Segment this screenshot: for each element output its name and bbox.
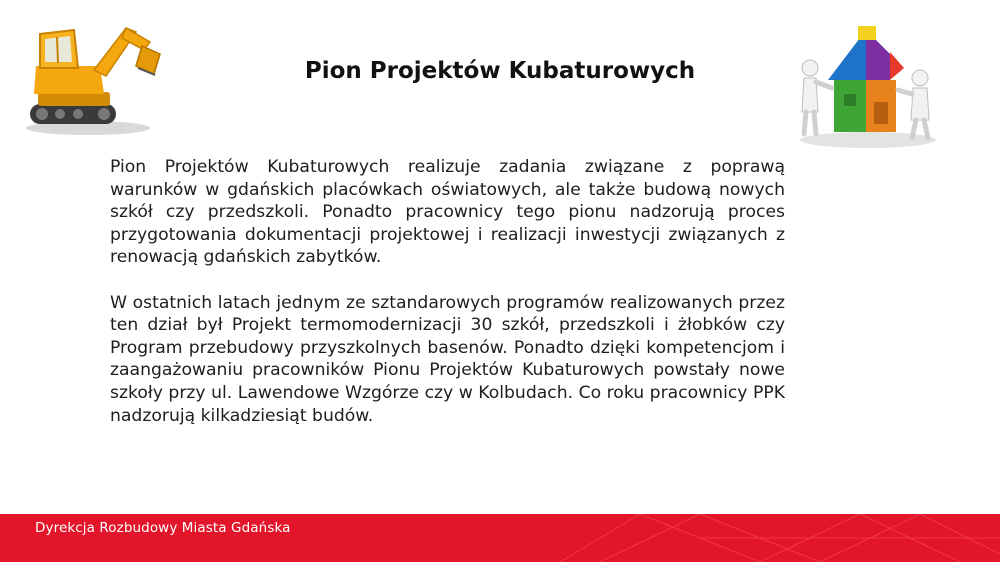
page-title: Pion Projektów Kubaturowych — [304, 58, 696, 84]
footer-bar — [0, 514, 1000, 562]
body-text — [110, 156, 785, 450]
footer-organization: Dyrekcja Rozbudowy Miasta Gdańska — [35, 520, 291, 536]
excavator-icon — [18, 8, 168, 138]
paragraph-2: W ostatnich latach jednym ze sztandarowych programów realizowanych przez ten dział był Projekt termomodernizacji 30 szkół, przedszkoli i żłobków czy Program przebudowy przyszkolnych basenów. Ponadto dzięki kompetencjom i zaangażowaniu pracowników Pionu Projektów Kubaturowych powstały nowe szkoły przy ul. Lawendowe Wzgórze czy w Kolbudach. Co roku pracownicy PPK nadzorują kilkadziesiąt budów. — [110, 292, 785, 426]
paragraph-1: Pion Projektów Kubaturowych realizuje zadania związane z poprawą warunków w gdańskich placówkach oświatowych, ale także budową nowych szkół czy przedszkoli. Ponadto pracownicy tego pionu nadzorują proces przygotowania dokumentacji projektowej i realizacji inwestycji związanych z renowacją gdańskich zabytków. — [110, 157, 785, 268]
puzzle-house-icon — [786, 22, 946, 152]
